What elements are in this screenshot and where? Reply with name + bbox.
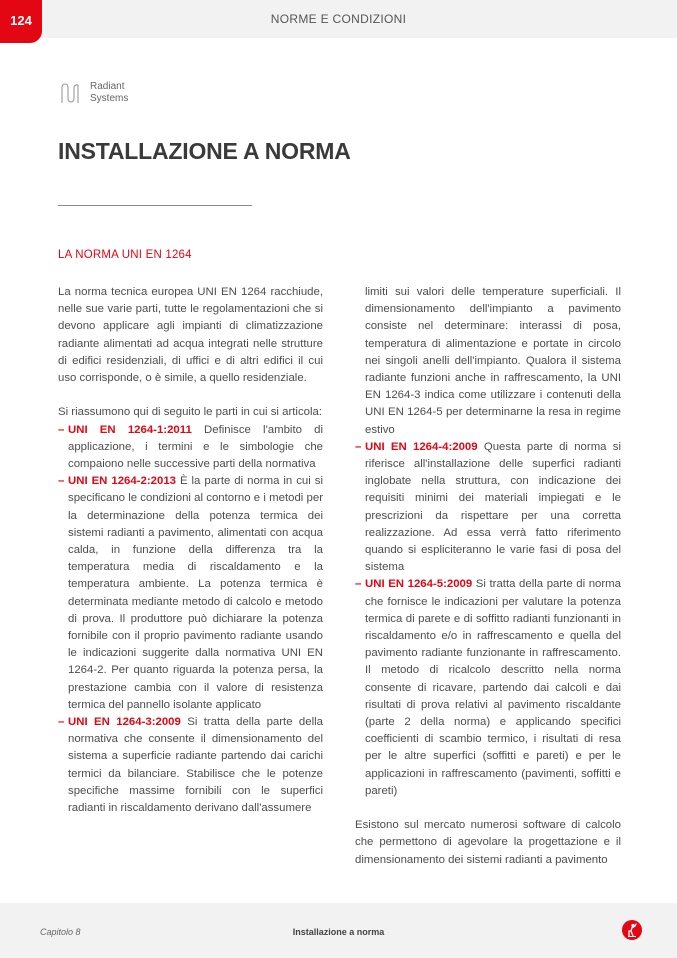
- norm-code: UNI EN 1264-5:2009: [365, 578, 473, 591]
- dash-bullet: –: [355, 440, 362, 453]
- norm-code: UNI EN 1264-2:2013: [68, 475, 176, 488]
- list-item: [355, 439, 621, 577]
- logo-text: [90, 81, 128, 105]
- norm-description: Si tratta della parte di norma che fornisce le indicazioni per valutare la potenza termica di parete e di soffitto radianti funzionanti in riscaldamento e/o in raffrescamento e quella del pavimento radiante funzionante in raffrescamento. Il metodo di ricalcolo descritto nella norma consente di ricavare, partendo dai calcoli e dai risultati di prova relativi al pavimento riscaldante (parte 2 della norma) e applicando specifici coefficienti di scambio termico, i risultati di resa per le altre superfici (soffitti e pareti) e per le applicazioni in raffrescamento (pavimenti, soffitti e pareti): [365, 578, 621, 797]
- list-item: [355, 576, 621, 800]
- logo-line-1: Radiant: [90, 81, 125, 92]
- header-section-title: NORME E CONDIZIONI: [270, 12, 407, 26]
- norm-parts-list-continued: [355, 284, 621, 800]
- installer-worker-icon: [622, 920, 642, 940]
- radiant-systems-logo: [60, 81, 128, 105]
- footer-chapter: Capitolo 8: [40, 927, 81, 937]
- title-divider: [58, 205, 252, 206]
- right-text-column: [355, 284, 621, 869]
- page-number-tab: 124: [0, 0, 42, 43]
- footer-title: Installazione a norma: [292, 927, 385, 937]
- intro-paragraph: La norma tecnica europea UNI EN 1264 racchiude, nelle sue varie parti, tutte le regolamentazioni che si devono applicare agli impianti di climatizzazione radiante alimentati ad acqua integrati nelle strutture di edifici residenziali, di uffici e di altri edifici il cui uso corrisponde, o è simile, a quello residenziale.: [58, 286, 323, 385]
- radiant-systems-coil-icon: [60, 82, 80, 104]
- norm-description-continuation: limiti sui valori delle temperature superficiali. Il dimensionamento dell'impianto a pavimento consiste nel determinare: interassi di posa, temperatura di alimentazione e portate in circolo nei singoli anelli dell'impianto. Qualora il sistema radiante funzioni anche in raffrescamento, la UNI EN 1264-3 indica come utilizzare i contenuti della UNI EN 1264-5 per determinarne la resa in regime estivo: [365, 286, 621, 436]
- header-bar: [0, 0, 677, 38]
- norm-description: Questa parte di norma si riferisce all'installazione delle superfici radianti inglobate nella struttura, con indicazione dei requisiti minimi dei materiali impiegati e le prescrizioni da rispettare per una corretta realizzazione. Ad essa verrà fatto riferimento quando si espliciteranno le varie fasi di posa del sistema: [365, 440, 622, 574]
- norm-code: UNI EN 1264-1:2011: [68, 423, 192, 436]
- section-heading: LA NORMA UNI EN 1264: [58, 249, 192, 261]
- dash-bullet: –: [355, 578, 362, 591]
- norm-description: Definisce l'ambito di applicazione, i termini e le simbologie che compaiono nelle successive parti della normativa: [68, 423, 323, 471]
- footer-bar: [0, 903, 677, 958]
- norm-parts-list: [58, 422, 323, 818]
- list-item: [58, 422, 323, 474]
- list-item: [58, 714, 323, 817]
- summary-paragraph: Si riassumono qui di seguito le parti in cui si articola:: [58, 406, 323, 419]
- page-title: INSTALLAZIONE A NORMA: [58, 138, 351, 164]
- list-item: [58, 473, 323, 714]
- norm-description: È la parte di norma in cui si specificano le condizioni al contorno e i metodi per la determinazione della potenza termica dei sistemi radianti a pavimento, alimentati con acqua calda, in funzione della differenza tra la temperatura media di riscaldamento e la temperatura ambiente. La potenza termica è determinata mediante metodo di calcolo e metodo di prova. Il produttore può dichiarare la potenza fornibile con il proprio pavimento radiante usando le indicazioni suggerite dalla normativa UNI EN 1264-2. Per quanto riguarda la potenza persa, la prestazione cambia con il valore di resistenza termica del pannello isolante applicato: [68, 475, 323, 711]
- norm-code: UNI EN 1264-3:2009: [68, 716, 181, 729]
- dash-bullet: –: [58, 716, 65, 729]
- logo-line-2: Systems: [90, 93, 129, 104]
- norm-description: Si tratta della parte della normativa che consente il dimensionamento del sistema a superficie radiante partendo dai carichi termici da bilanciare. Stabilisce che le potenze specifiche massime fornibili con le superfici radianti in riscaldamento derivano dall'assumere: [68, 716, 323, 815]
- norm-code: UNI EN 1264-4:2009: [365, 440, 478, 453]
- closing-paragraph: Esistono sul mercato numerosi software di calcolo che permettono di agevolare la progettazione e il dimensionamento dei sistemi radianti a pavimento: [355, 819, 621, 866]
- dash-bullet: –: [58, 475, 65, 488]
- dash-bullet: –: [58, 423, 65, 436]
- left-text-column: [58, 284, 323, 817]
- list-item-continuation: [355, 284, 621, 439]
